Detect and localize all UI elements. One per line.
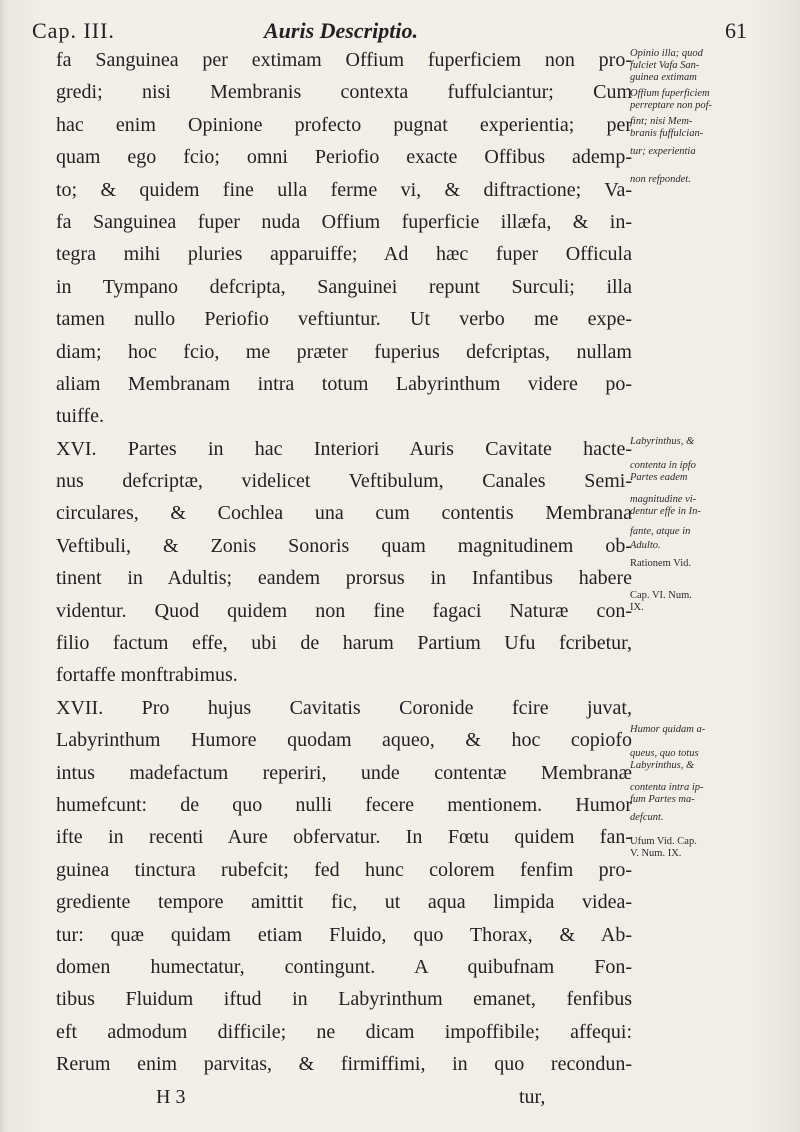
- text-line: videntur. Quod quidem non fine fagaci Naturæ con-: [56, 599, 632, 622]
- margin-note-line: V. Num. IX.: [630, 848, 682, 859]
- margin-note-line: Offium fuperficiem: [630, 88, 710, 99]
- text-line: in Tympano defcripta, Sanguinei repunt Surculi; illa: [56, 275, 632, 298]
- margin-note-line: defcunt.: [630, 812, 664, 823]
- text-line: fortaffe monftrabimus.: [56, 664, 238, 687]
- text-line: Rerum enim parvitas, & firmiffimi, in quo recondun-: [56, 1053, 632, 1076]
- body-text: [56, 44, 632, 1113]
- text-line: humefcunt: de quo nulli fecere mentionem. Humor: [56, 793, 632, 816]
- margin-note-line: branis fuffulcian-: [630, 128, 704, 139]
- margin-note-line: Labyrinthus, &: [630, 436, 695, 447]
- text-line: diam; hoc fcio, me præter fuperius defcriptas, nullam: [56, 340, 632, 363]
- margin-note-line: fum Partes ma-: [630, 794, 695, 805]
- margin-note-line: dentur effe in In-: [630, 506, 701, 517]
- page-gutter-shadow: [0, 0, 6, 1132]
- section-heading-line: XVI. Partes in hac Interiori Auris Cavitate hacte-: [56, 437, 632, 460]
- margin-note-line: Ufum Vid. Cap.: [630, 836, 697, 847]
- catchword: tur,: [519, 1085, 546, 1108]
- signature-mark: H 3: [156, 1085, 186, 1108]
- page-number: 61: [725, 18, 747, 43]
- text-line: filio factum effe, ubi de harum Partium Ufu fcribetur,: [56, 632, 632, 655]
- text-line: guinea tinctura rubefcit; fed hunc colorem fenfim pro-: [56, 858, 632, 881]
- text-line: fa Sanguinea per extimam Offium fuperficiem non pro-: [56, 49, 632, 71]
- margin-note-line: fulciet Vafa San-: [630, 60, 700, 71]
- text-line: grediente tempore amittit fic, ut aqua limpida videa-: [56, 891, 632, 914]
- text-line: intus madefactum reperiri, unde contentæ Membranæ: [56, 761, 632, 784]
- margin-note-line: contenta intra ip-: [630, 782, 704, 793]
- text-line: eft admodum difficile; ne dicam impoffibile; affequi:: [56, 1020, 632, 1043]
- margin-note-line: guinea extimam: [630, 72, 697, 83]
- text-line: nus defcriptæ, videlicet Veftibulum, Canales Semi-: [56, 470, 632, 493]
- section-heading-line: XVII. Pro hujus Cavitatis Coronide fcire juvat,: [56, 696, 632, 719]
- text-line: circulares, & Cochlea una cum contentis Membrana: [56, 502, 632, 525]
- text-line: tuiffe.: [56, 405, 104, 428]
- text-line: hac enim Opinione profecto pugnat experientia; per: [56, 113, 632, 136]
- text-line: quam ego fcio; omni Periofio exacte Offibus ademp-: [56, 146, 632, 169]
- margin-note-line: Adulto.: [630, 540, 661, 551]
- margin-note-line: queus, quo totus: [630, 748, 699, 759]
- margin-note-line: magnitudine vi-: [630, 494, 697, 505]
- margin-note-line: IX.: [630, 602, 644, 613]
- margin-note-line: fint; nisi Mem-: [630, 116, 693, 127]
- text-line: tibus Fluidum iftud in Labyrinthum emanet, fenfibus: [56, 988, 632, 1011]
- text-line: gredi; nisi Membranis contexta fuffulciantur; Cum: [56, 81, 632, 104]
- margin-note-line: Labyrinthus, &: [630, 760, 695, 771]
- text-line: ifte in recenti Aure obfervatur. In Fœtu quidem fan-: [56, 826, 632, 849]
- text-line: tur: quæ quidam etiam Fluido, quo Thorax, & Ab-: [56, 923, 632, 946]
- margin-note-line: contenta in ipfo: [630, 460, 696, 471]
- margin-note-line: fante, atque in: [630, 526, 691, 537]
- text-line: tamen nullo Periofio veftiuntur. Ut verbo me expe-: [56, 308, 632, 331]
- chapter-label: Cap. III.: [32, 18, 115, 43]
- text-line: domen humectatur, contingunt. A quibufnam Fon-: [56, 955, 632, 978]
- running-title: Auris Descriptio.: [264, 18, 419, 43]
- text-line: tinent in Adultis; eandem prorsus in Infantibus habere: [56, 567, 632, 590]
- margin-note-line: Cap. VI. Num.: [630, 590, 692, 601]
- text-line: tegra mihi pluries apparuiffe; Ad hæc fuper Officula: [56, 243, 632, 266]
- text-line: to; & quidem fine ulla ferme vi, & diftractione; Va-: [56, 178, 632, 201]
- text-line: fa Sanguinea fuper nuda Offium fuperficie illæfa, & in-: [56, 210, 632, 233]
- margin-note-line: Opinio illa; quod: [630, 48, 703, 59]
- margin-note-line: Rationem Vid.: [630, 558, 692, 569]
- margin-note-line: perreptare non pof-: [630, 100, 713, 111]
- footer-line: [56, 1081, 632, 1113]
- text-line: Labyrinthum Humore quodam aqueo, & hoc copiofo: [56, 729, 632, 752]
- text-line: Veftibuli, & Zonis Sonoris quam magnitudinem ob-: [56, 534, 632, 557]
- margin-note-line: tur; experientia: [630, 146, 696, 157]
- text-line: aliam Membranam intra totum Labyrinthum videre po-: [56, 372, 632, 395]
- margin-note-line: Humor quidam a-: [630, 724, 706, 735]
- margin-note-line: non refpondet.: [630, 174, 691, 185]
- margin-note-line: Partes eadem: [630, 472, 688, 483]
